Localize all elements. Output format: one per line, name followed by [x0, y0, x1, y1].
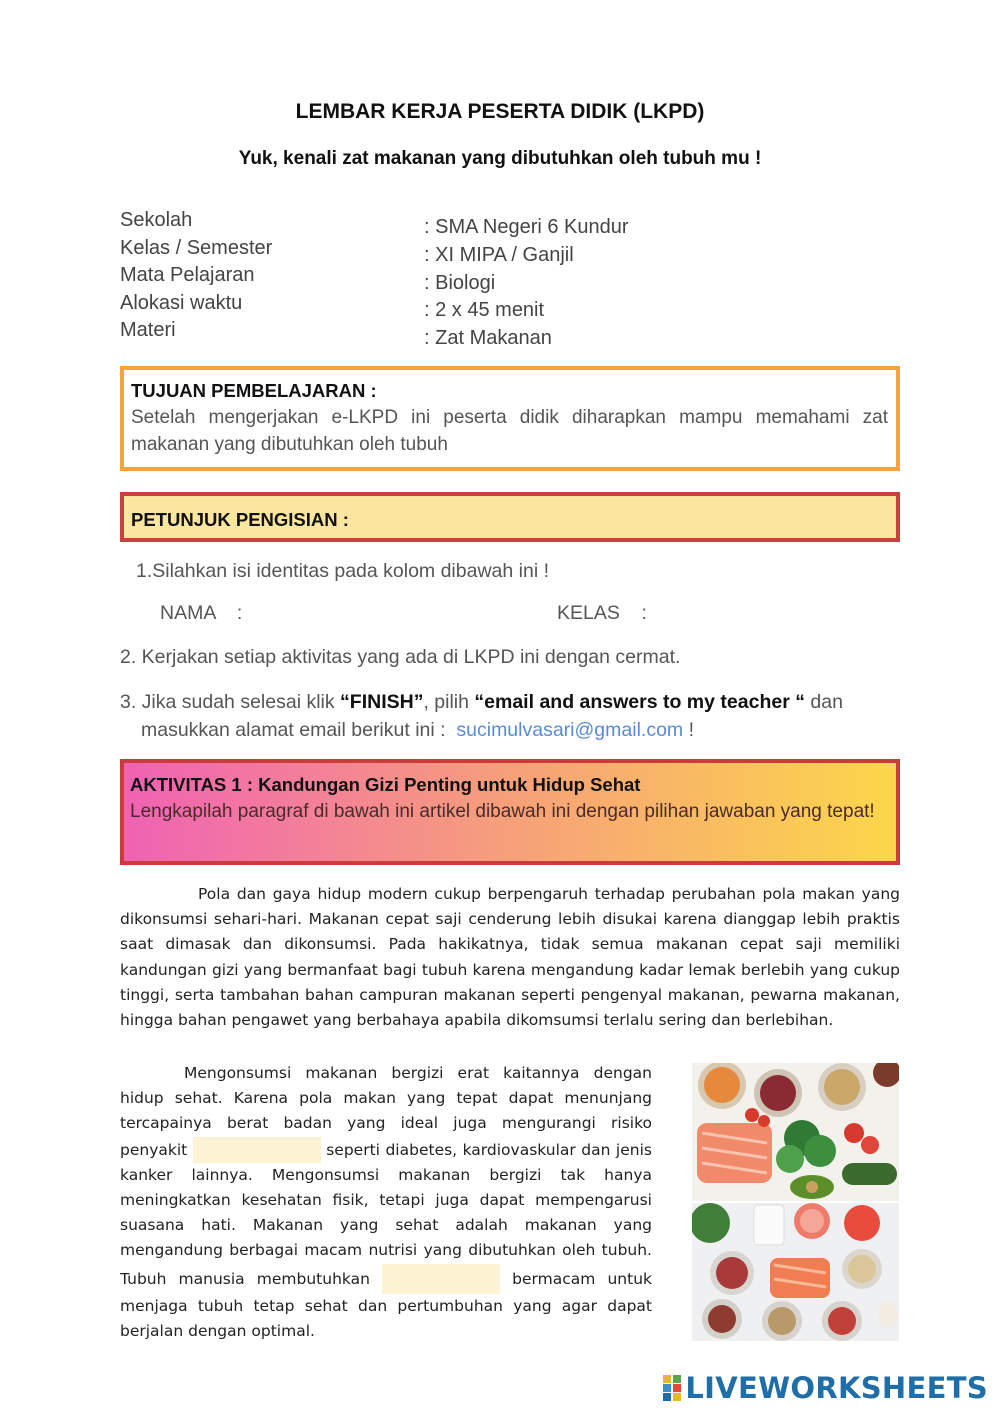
- answer-blank-1[interactable]: [193, 1137, 321, 1163]
- instruction-3: [120, 688, 900, 744]
- identity-labels: [120, 207, 272, 345]
- liveworksheets-logo-text: LIVEWORKSHEETS: [685, 1371, 988, 1405]
- tujuan-box: [120, 366, 900, 471]
- instruction-1: 1.Silahkan isi identitas pada kolom dibawah ini !: [136, 560, 549, 582]
- instruction-2: 2. Kerjakan setiap aktivitas yang ada di LKPD ini dengan cermat.: [120, 646, 681, 668]
- label-alokasi-waktu: Alokasi waktu: [120, 291, 243, 314]
- label-mata-pelajaran: Mata Pelajaran: [120, 264, 255, 286]
- instruction-3-text-a: 3. Jika sudah selesai klik: [120, 691, 341, 713]
- aktivitas-box: [120, 759, 900, 865]
- finish-label: “FINISH”: [340, 691, 424, 713]
- value-materi: : Zat Makanan: [424, 327, 552, 350]
- article-paragraph-2-text-b: seperti diabetes, kardiovaskular dan jenis kanker lainnya. Mengonsumsi makanan bergizi tak hanya meningkatkan kesehatan fisik, tetapi juga dapat mempengarusi suasana hati. Makanan yang sehat adalah makanan yang mengandung berbagai macam nutrisi yang dibutuhkan oleh tubuh. Tubuh manusia membutuhkan: [120, 1140, 652, 1288]
- liveworksheets-mark-icon: [663, 1375, 681, 1401]
- aktivitas-text: Lengkapilah paragraf di bawah ini artikel dibawah ini dengan pilihan jawaban yang tepat!: [130, 801, 875, 822]
- aktivitas-heading: AKTIVITAS 1 : Kandungan Gizi Penting untuk Hidup Sehat: [130, 774, 641, 795]
- instruction-3-text-d: masukkan alamat email berikut ini :: [141, 719, 457, 741]
- identity-values: [424, 214, 629, 353]
- value-mata-pelajaran: : Biologi: [424, 271, 496, 294]
- teacher-email-link[interactable]: sucimulvasari@gmail.com: [456, 719, 684, 741]
- petunjuk-heading: PETUNJUK PENGISIAN :: [131, 509, 349, 530]
- label-materi: Materi: [120, 319, 176, 341]
- petunjuk-box: [120, 492, 900, 542]
- healthy-food-photo-bottom: [692, 1203, 899, 1341]
- label-kelas-semester: Kelas / Semester: [120, 236, 273, 259]
- instruction-3-text-e: !: [683, 719, 694, 741]
- article-paragraph-2-text-a: Mengonsumsi makanan bergizi erat kaitannya dengan hidup sehat. Karena pola makan yang tepat dapat menunjang tercapainya berat badan yang ideal juga mengurangi risiko penyakit: [120, 1064, 652, 1159]
- answer-blank-2[interactable]: [382, 1264, 500, 1294]
- instruction-3-text-c: dan: [804, 691, 843, 713]
- article-paragraph-2-text-c: bermacam untuk menjaga tubuh tetap sehat dan pertumbuhan yang agar dapat berjalan dengan optimal.: [120, 1269, 652, 1340]
- value-sekolah: : SMA Negeri 6 Kundur: [424, 216, 629, 238]
- healthy-food-photo-top: [692, 1063, 899, 1201]
- value-kelas-semester: : XI MIPA / Ganjil: [424, 243, 574, 266]
- page-title: LEMBAR KERJA PESERTA DIDIK (LKPD): [295, 100, 705, 123]
- email-choice-label: “email and answers to my teacher “: [474, 691, 805, 713]
- tujuan-heading: TUJUAN PEMBELAJARAN :: [131, 380, 377, 401]
- article-paragraph-1: [120, 882, 900, 1033]
- nama-field-label: NAMA :: [160, 602, 243, 624]
- tujuan-text: Setelah mengerjakan e-LKPD ini peserta didik diharapkan mampu memahami zat makanan yang dibutuhkan oleh tubuh: [131, 407, 888, 455]
- instruction-3-text-b: , pilih: [423, 691, 475, 713]
- value-alokasi-waktu: : 2 x 45 menit: [424, 299, 545, 322]
- kelas-field-label: KELAS :: [557, 602, 647, 624]
- page-subtitle: Yuk, kenali zat makanan yang dibutuhkan oleh tubuh mu !: [238, 148, 762, 169]
- liveworksheets-logo: [663, 1370, 988, 1406]
- article-paragraph-2: [120, 1061, 652, 1344]
- label-sekolah: Sekolah: [120, 209, 193, 231]
- article-paragraph-1-text: Pola dan gaya hidup modern cukup berpengaruh terhadap perubahan pola makan yang dikonsumsi sehari-hari. Makanan cepat saji cenderung lebih disukai karena dianggap lebih praktis saat dimasak dan dikonsumsi. Pada hakikatnya, tidak semua makanan cepat saji memiliki kandungan gizi yang bermanfaat bagi tubuh karena mengandung kadar lemak berlebih yang cukup tinggi, serta tambahan bahan campuran makanan seperti pengenyal makanan, pewarna makanan, hingga bahan pengawet yang berbahaya apabila dikomsumsi terlalu sering dan berlebihan.: [120, 885, 900, 1030]
